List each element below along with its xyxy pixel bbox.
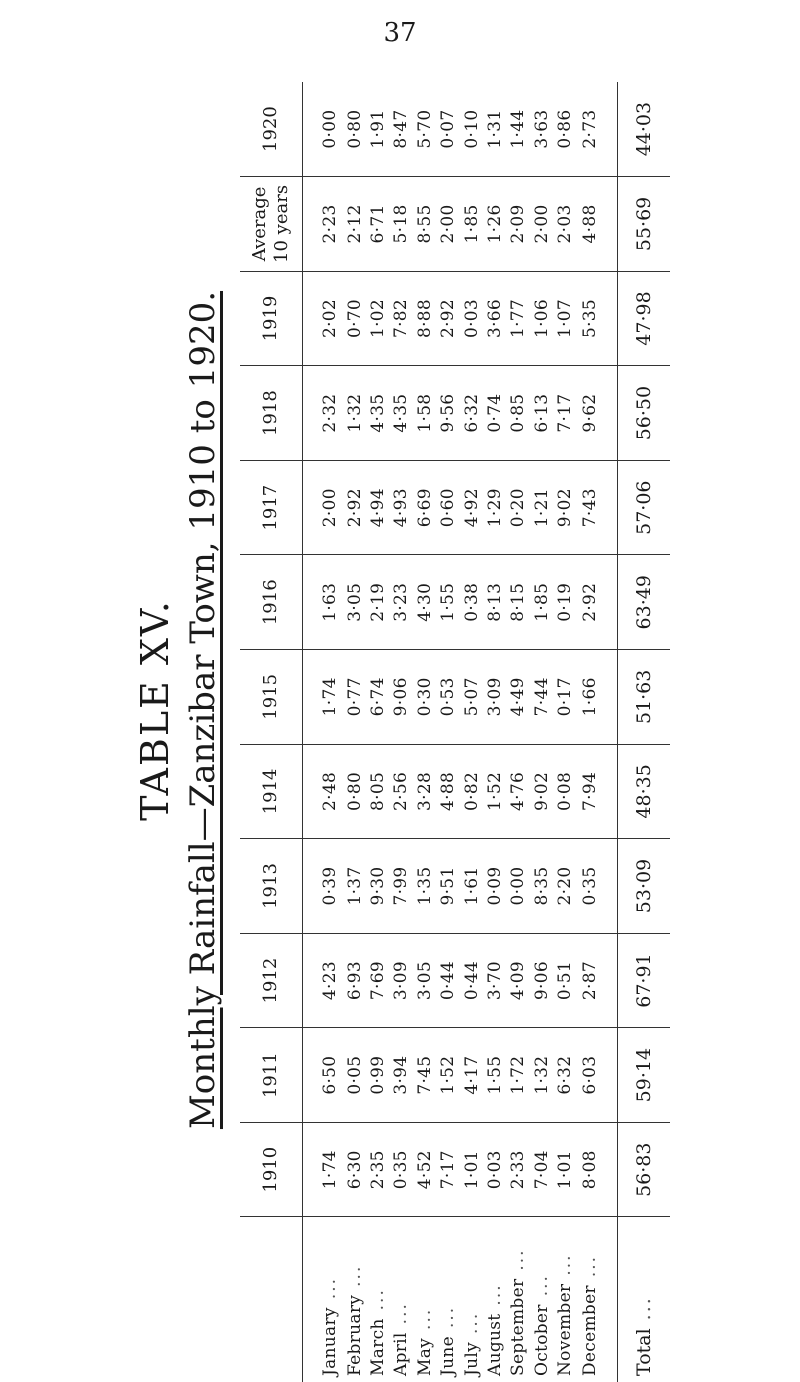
rainfall-value: 8·15: [507, 555, 530, 650]
total-cell: 47·98: [618, 271, 671, 366]
month-cell: [530, 1217, 553, 1382]
rainfall-value: 2·87: [577, 933, 618, 1028]
rainfall-value: 0·74: [483, 366, 506, 461]
month-row: [460, 82, 483, 1382]
rainfall-value: 0·80: [343, 82, 366, 177]
rainfall-value: 0·00: [507, 839, 530, 934]
rainfall-value: 9·62: [577, 366, 618, 461]
rainfall-value: 7·99: [390, 839, 413, 934]
rainfall-value: 9·02: [530, 744, 553, 839]
rainfall-value: 0·20: [507, 460, 530, 555]
rainfall-value: 5·35: [577, 271, 618, 366]
rainfall-value: 5·70: [413, 82, 436, 177]
leader-dots: ...: [391, 1302, 412, 1325]
rainfall-value: 7·69: [366, 933, 389, 1028]
column-header: 1916: [240, 555, 303, 650]
leader-dots: ...: [555, 1253, 576, 1276]
column-header: 1919: [240, 271, 303, 366]
leader-dots: ...: [414, 1307, 435, 1330]
header-row: [240, 82, 303, 1382]
rainfall-value: 3·70: [483, 933, 506, 1028]
rainfall-value: 8·35: [530, 839, 553, 934]
rainfall-value: 2·35: [366, 1122, 389, 1217]
rainfall-value: 2·92: [343, 460, 366, 555]
leader-dots: ...: [438, 1305, 459, 1329]
month-label: April: [391, 1332, 412, 1376]
rainfall-value: 0·30: [413, 650, 436, 745]
rainfall-value: 1·01: [460, 1122, 483, 1217]
month-label: February: [344, 1294, 365, 1376]
rainfall-value: 9·51: [437, 839, 460, 934]
rainfall-value: 4·88: [577, 177, 618, 272]
rainfall-value: 3·05: [413, 933, 436, 1028]
month-cell: [483, 1217, 506, 1382]
rainfall-value: 1·29: [483, 460, 506, 555]
rainfall-value: 8·05: [366, 744, 389, 839]
month-row: [303, 82, 343, 1382]
rainfall-value: 6·32: [460, 366, 483, 461]
rainfall-value: 1·74: [303, 1122, 343, 1217]
rainfall-value: 4·52: [413, 1122, 436, 1217]
rainfall-value: 8·13: [483, 555, 506, 650]
rainfall-value: 1·72: [507, 1028, 530, 1123]
rainfall-value: 4·09: [507, 933, 530, 1028]
total-label-cell: [618, 1217, 671, 1382]
total-cell: 67·91: [618, 933, 671, 1028]
column-header: 1915: [240, 650, 303, 745]
month-cell: [460, 1217, 483, 1382]
rainfall-value: 1·55: [483, 1028, 506, 1123]
rainfall-value: 8·88: [413, 271, 436, 366]
rainfall-value: 2·56: [390, 744, 413, 839]
page-number: 37: [383, 18, 417, 48]
rainfall-value: 0·10: [460, 82, 483, 177]
rainfall-value: 0·99: [366, 1028, 389, 1123]
rainfall-value: 8·08: [577, 1122, 618, 1217]
rainfall-value: 3·09: [483, 650, 506, 745]
leader-dots: ...: [368, 1288, 388, 1311]
leader-dots: ...: [344, 1264, 365, 1287]
month-label: June: [438, 1336, 459, 1376]
rainfall-value: 9·56: [437, 366, 460, 461]
rainfall-value: 1·32: [530, 1028, 553, 1123]
total-cell: 48·35: [618, 744, 671, 839]
rainfall-value: 1·02: [366, 271, 389, 366]
rainfall-value: 7·82: [390, 271, 413, 366]
rainfall-value: 0·05: [343, 1028, 366, 1123]
month-row: [554, 82, 577, 1382]
rainfall-value: 0·80: [343, 744, 366, 839]
rainfall-value: 3·66: [483, 271, 506, 366]
leader-dots: ...: [319, 1276, 340, 1300]
rainfall-value: 2·00: [530, 177, 553, 272]
month-cell: [554, 1217, 577, 1382]
rainfall-value: 0·38: [460, 555, 483, 650]
rainfall-value: 6·32: [554, 1028, 577, 1123]
rainfall-value: 1·63: [303, 555, 343, 650]
rainfall-value: 0·07: [437, 82, 460, 177]
rainfall-value: 6·03: [577, 1028, 618, 1123]
rainfall-value: 3·63: [530, 82, 553, 177]
column-header: 1910: [240, 1122, 303, 1217]
header-month: [240, 1217, 303, 1382]
rainfall-value: 1·58: [413, 366, 436, 461]
rainfall-value: 9·06: [530, 933, 553, 1028]
month-row: [390, 82, 413, 1382]
rainfall-value: 1·55: [437, 555, 460, 650]
rainfall-value: 2·00: [437, 177, 460, 272]
column-header-average: Average 10 years: [240, 177, 303, 272]
column-header: 1911: [240, 1028, 303, 1123]
rainfall-value: 4·92: [460, 460, 483, 555]
rainfall-value: 0·44: [437, 933, 460, 1028]
rainfall-value: 1·61: [460, 839, 483, 934]
rainfall-value: 0·35: [390, 1122, 413, 1217]
rainfall-value: 4·76: [507, 744, 530, 839]
month-label: September: [508, 1278, 529, 1376]
total-label: Total: [633, 1328, 655, 1376]
rainfall-value: 1·35: [413, 839, 436, 934]
rainfall-value: 0·35: [577, 839, 618, 934]
total-cell: 44·03: [618, 82, 671, 177]
rainfall-value: 7·44: [530, 650, 553, 745]
rainfall-value: 4·17: [460, 1028, 483, 1123]
month-label: May: [414, 1337, 435, 1376]
rainfall-value: 1·91: [366, 82, 389, 177]
rainfall-value: 2·23: [303, 177, 343, 272]
month-cell: [343, 1217, 366, 1382]
rainfall-value: 6·71: [366, 177, 389, 272]
total-cell: 56·50: [618, 366, 671, 461]
rainfall-value: 3·94: [390, 1028, 413, 1123]
leader-dots: ...: [485, 1283, 506, 1306]
rainfall-value: 7·43: [577, 460, 618, 555]
rainfall-value: 1·52: [483, 744, 506, 839]
rainfall-value: 0·44: [460, 933, 483, 1028]
leader-dots: ...: [461, 1311, 482, 1334]
table-subtitle: Monthly Rainfall—Zanzibar Town, 1910 to 1920.: [183, 290, 224, 1130]
month-row: [577, 82, 618, 1382]
rainfall-value: 5·18: [390, 177, 413, 272]
rainfall-value: 2·02: [303, 271, 343, 366]
month-cell: [413, 1217, 436, 1382]
rainfall-value: 4·23: [303, 933, 343, 1028]
rainfall-value: 0·77: [343, 650, 366, 745]
month-cell: [390, 1217, 413, 1382]
rainfall-value: 0·17: [554, 650, 577, 745]
rainfall-value: 3·09: [390, 933, 413, 1028]
table-title: TABLE XV.: [133, 599, 177, 821]
leader-dots: ...: [531, 1274, 552, 1297]
rainfall-value: 0·70: [343, 271, 366, 366]
total-cell: 51·63: [618, 650, 671, 745]
rainfall-value: 1·26: [483, 177, 506, 272]
total-cell: 53·09: [618, 839, 671, 934]
rainfall-value: 7·17: [554, 366, 577, 461]
rainfall-value: 1·85: [460, 177, 483, 272]
rainfall-value: 5·07: [460, 650, 483, 745]
rainfall-value: 8·55: [413, 177, 436, 272]
rainfall-value: 0·85: [507, 366, 530, 461]
rainfall-value: 6·30: [343, 1122, 366, 1217]
rainfall-value: 2·73: [577, 82, 618, 177]
rainfall-value: 9·30: [366, 839, 389, 934]
rainfall-value: 1·77: [507, 271, 530, 366]
month-label: December: [579, 1285, 600, 1376]
column-header: 1913: [240, 839, 303, 934]
column-header: 1917: [240, 460, 303, 555]
leader-dots: ...: [579, 1254, 600, 1278]
rainfall-value: 7·45: [413, 1028, 436, 1123]
rainfall-value: 7·94: [577, 744, 618, 839]
rainfall-value: 0·09: [483, 839, 506, 934]
rainfall-value: 4·93: [390, 460, 413, 555]
total-cell: 56·83: [618, 1122, 671, 1217]
column-header: 1912: [240, 933, 303, 1028]
rainfall-value: 1·52: [437, 1028, 460, 1123]
month-label: March: [368, 1318, 388, 1376]
month-row: [437, 82, 460, 1382]
rainfall-value: 9·06: [390, 650, 413, 745]
rainfall-value: 2·19: [366, 555, 389, 650]
rainfall-value: 1·37: [343, 839, 366, 934]
table-body: [303, 82, 618, 1382]
rainfall-value: 0·82: [460, 744, 483, 839]
rainfall-value: 1·85: [530, 555, 553, 650]
month-row: [507, 82, 530, 1382]
rainfall-value: 0·53: [437, 650, 460, 745]
month-label: October: [531, 1304, 552, 1376]
rainfall-value: 2·00: [303, 460, 343, 555]
rainfall-value: 4·49: [507, 650, 530, 745]
rainfall-value: 0·03: [483, 1122, 506, 1217]
rainfall-value: 1·06: [530, 271, 553, 366]
rainfall-value: 0·39: [303, 839, 343, 934]
month-label: August: [485, 1313, 506, 1376]
rainfall-value: 4·35: [366, 366, 389, 461]
rainfall-value: 6·93: [343, 933, 366, 1028]
rainfall-value: 1·32: [343, 366, 366, 461]
column-header: 1920: [240, 82, 303, 177]
rainfall-value: 3·23: [390, 555, 413, 650]
total-cell: 63·49: [618, 555, 671, 650]
month-cell: [303, 1217, 343, 1382]
month-label: November: [555, 1283, 576, 1376]
rainfall-value: 7·04: [530, 1122, 553, 1217]
month-label: January: [319, 1307, 340, 1376]
rainfall-value: 2·33: [507, 1122, 530, 1217]
rainfall-value: 4·35: [390, 366, 413, 461]
month-cell: [366, 1217, 389, 1382]
rainfall-value: 1·31: [483, 82, 506, 177]
rainfall-value: 7·17: [437, 1122, 460, 1217]
month-label: July: [461, 1341, 482, 1376]
rainfall-value: 1·21: [530, 460, 553, 555]
leader-dots: ...: [633, 1296, 655, 1321]
rainfall-value: 0·03: [460, 271, 483, 366]
column-header: 1918: [240, 366, 303, 461]
rainfall-table-container: [240, 82, 670, 1382]
column-header: 1914: [240, 744, 303, 839]
rainfall-value: 0·00: [303, 82, 343, 177]
rainfall-value: 2·20: [554, 839, 577, 934]
month-cell: [437, 1217, 460, 1382]
leader-dots: ...: [508, 1248, 529, 1271]
month-row: [366, 82, 389, 1382]
rainfall-value: 1·01: [554, 1122, 577, 1217]
month-row: [413, 82, 436, 1382]
rainfall-table: [240, 82, 670, 1382]
rainfall-value: 6·74: [366, 650, 389, 745]
rainfall-value: 1·74: [303, 650, 343, 745]
rainfall-value: 2·12: [343, 177, 366, 272]
rainfall-value: 1·44: [507, 82, 530, 177]
month-cell: [507, 1217, 530, 1382]
rainfall-value: 8·47: [390, 82, 413, 177]
rainfall-value: 2·92: [577, 555, 618, 650]
total-cell: 57·06: [618, 460, 671, 555]
rainfall-value: 4·94: [366, 460, 389, 555]
rainfall-value: 1·66: [577, 650, 618, 745]
rainfall-value: 0·60: [437, 460, 460, 555]
month-row: [530, 82, 553, 1382]
rainfall-value: 2·92: [437, 271, 460, 366]
rainfall-value: 4·30: [413, 555, 436, 650]
rainfall-value: 0·19: [554, 555, 577, 650]
rainfall-value: 9·02: [554, 460, 577, 555]
rainfall-value: 0·08: [554, 744, 577, 839]
rainfall-value: 2·03: [554, 177, 577, 272]
total-cell: 55·69: [618, 177, 671, 272]
rainfall-value: 6·69: [413, 460, 436, 555]
total-cell: 59·14: [618, 1028, 671, 1123]
rainfall-value: 6·50: [303, 1028, 343, 1123]
rainfall-value: 4·88: [437, 744, 460, 839]
month-row: [343, 82, 366, 1382]
rainfall-value: 1·07: [554, 271, 577, 366]
month-row: [483, 82, 506, 1382]
rainfall-value: 2·09: [507, 177, 530, 272]
rainfall-value: 2·48: [303, 744, 343, 839]
rainfall-value: 2·32: [303, 366, 343, 461]
month-cell: [577, 1217, 618, 1382]
rainfall-value: 6·13: [530, 366, 553, 461]
rainfall-value: 0·86: [554, 82, 577, 177]
rainfall-value: 3·28: [413, 744, 436, 839]
total-row: [618, 82, 671, 1382]
rainfall-value: 3·05: [343, 555, 366, 650]
rainfall-value: 0·51: [554, 933, 577, 1028]
